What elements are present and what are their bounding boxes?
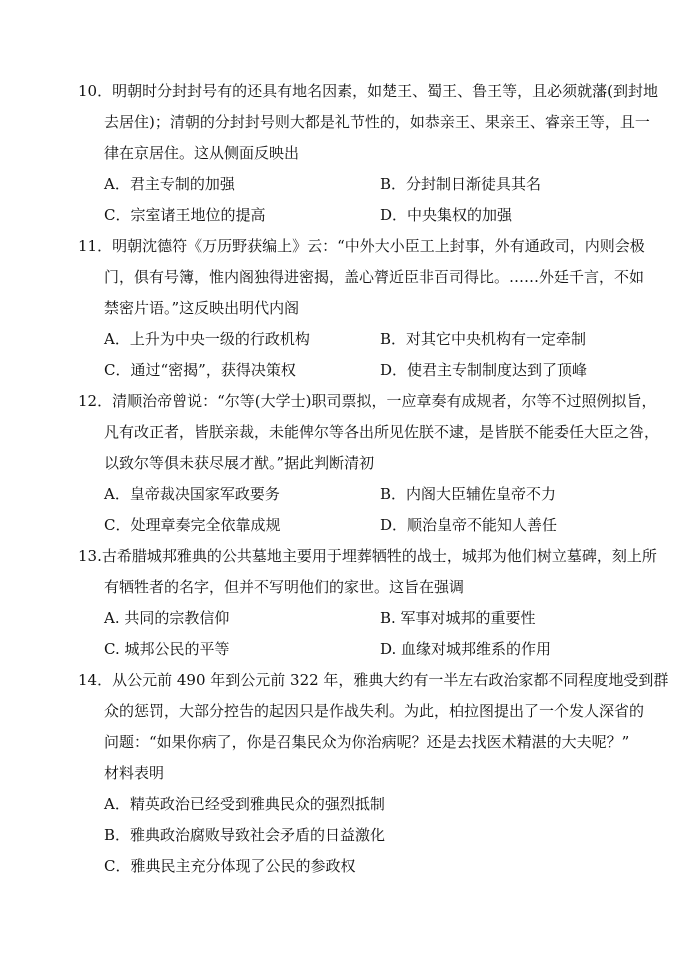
question-14 [78,665,669,882]
option-d: D. 血缘对城邦维系的作用 [380,640,552,658]
option-c: C．处理章奏完全依靠成规 [104,516,281,534]
question-text-line: 禁密片语。”这反映出明代内阁 [104,299,300,317]
option-a: A. 共同的宗教信仰 [104,609,230,627]
option-d: D．中央集权的加强 [380,206,513,224]
question-text-line: 10．明朝时分封封号有的还具有地名因素，如楚王、蜀王、鲁王等，且必须就藩(到封地 [78,82,658,100]
question-13 [78,541,657,665]
question-text-line: 14．从公元前 490 年到公元前 322 年，雅典大约有一半左右政治家都不同程度地受到群 [78,671,669,689]
question-text-line: 12．清顺治帝曾说：“尔等(大学士)职司票拟，一应章奏有成规者，尔等不过照例拟旨， [78,392,657,410]
option-row [78,603,632,634]
option-a: A．皇帝裁决国家军政要务 [104,485,280,503]
option-b: B. 军事对城邦的重要性 [380,609,536,627]
option-b: B．对其它中央机构有一定牵制 [380,330,587,348]
question-text-line: 凡有改正者，皆朕亲裁，未能俾尔等各出所见佐朕不逮，是皆朕不能委任大臣之咎， [104,423,660,441]
option-b: B．分封制日渐徒具其名 [380,175,542,193]
option-b: B．内阁大臣辅佐皇帝不力 [380,485,557,503]
option-row [78,510,632,541]
question-text-line: 材料表明 [104,764,165,782]
option-a: A．精英政治已经受到雅典民众的强烈抵制 [104,795,385,813]
question-text-line: 问题：“如果你病了，你是召集民众为你治病呢？还是去找医术精湛的大夫呢？” [104,733,630,751]
option-row [78,169,632,200]
option-c: C．雅典民主充分体现了公民的参政权 [104,857,356,875]
option-c: C．通过“密揭”，获得决策权 [104,361,296,379]
question-text-line: 律在京居住。这从侧面反映出 [104,144,300,162]
question-text-line: 有牺牲者的名字，但并不写明他们的家世。这旨在强调 [104,578,465,596]
option-a: A．君主专制的加强 [104,175,235,193]
option-row [78,851,632,882]
option-a: A．上升为中央一级的行政机构 [104,330,310,348]
option-c: C. 城邦公民的平等 [104,640,230,658]
option-row [78,820,632,851]
question-text-line: 去居住)；清朝的分封封号则大都是礼节性的，如恭亲王、果亲王、睿亲王等，且一 [104,113,650,131]
option-row [78,479,632,510]
option-row [78,200,632,231]
option-c: C．宗室诸王地位的提高 [104,206,266,224]
question-12 [78,386,660,541]
question-10 [78,76,658,231]
option-row [78,324,632,355]
question-text-line: 13.古希腊城邦雅典的公共墓地主要用于埋葬牺牲的战士，城邦为他们树立墓碑，刻上所 [78,547,657,565]
question-text-line: 11．明朝沈德符《万历野获编上》云：“中外大小臣工上封事，外有通政司，内则会极 [78,237,645,255]
option-d: D．使君主专制制度达到了顶峰 [380,361,588,379]
option-row [78,789,632,820]
question-text-line: 众的惩罚，大部分控告的起因只是作战失利。为此，柏拉图提出了一个发人深省的 [104,702,645,720]
question-text-line: 以致尔等俱未获尽展才猷。”据此判断清初 [104,454,375,472]
option-b: B．雅典政治腐败导致社会矛盾的日益激化 [104,826,386,844]
option-row [78,634,632,665]
option-d: D．顺治皇帝不能知人善任 [380,516,558,534]
option-row [78,355,632,386]
question-text-line: 门，俱有号簿，惟内阁独得进密揭，盖心膂近臣非百司得比。……外廷千言，不如 [104,268,645,286]
question-11 [78,231,645,386]
